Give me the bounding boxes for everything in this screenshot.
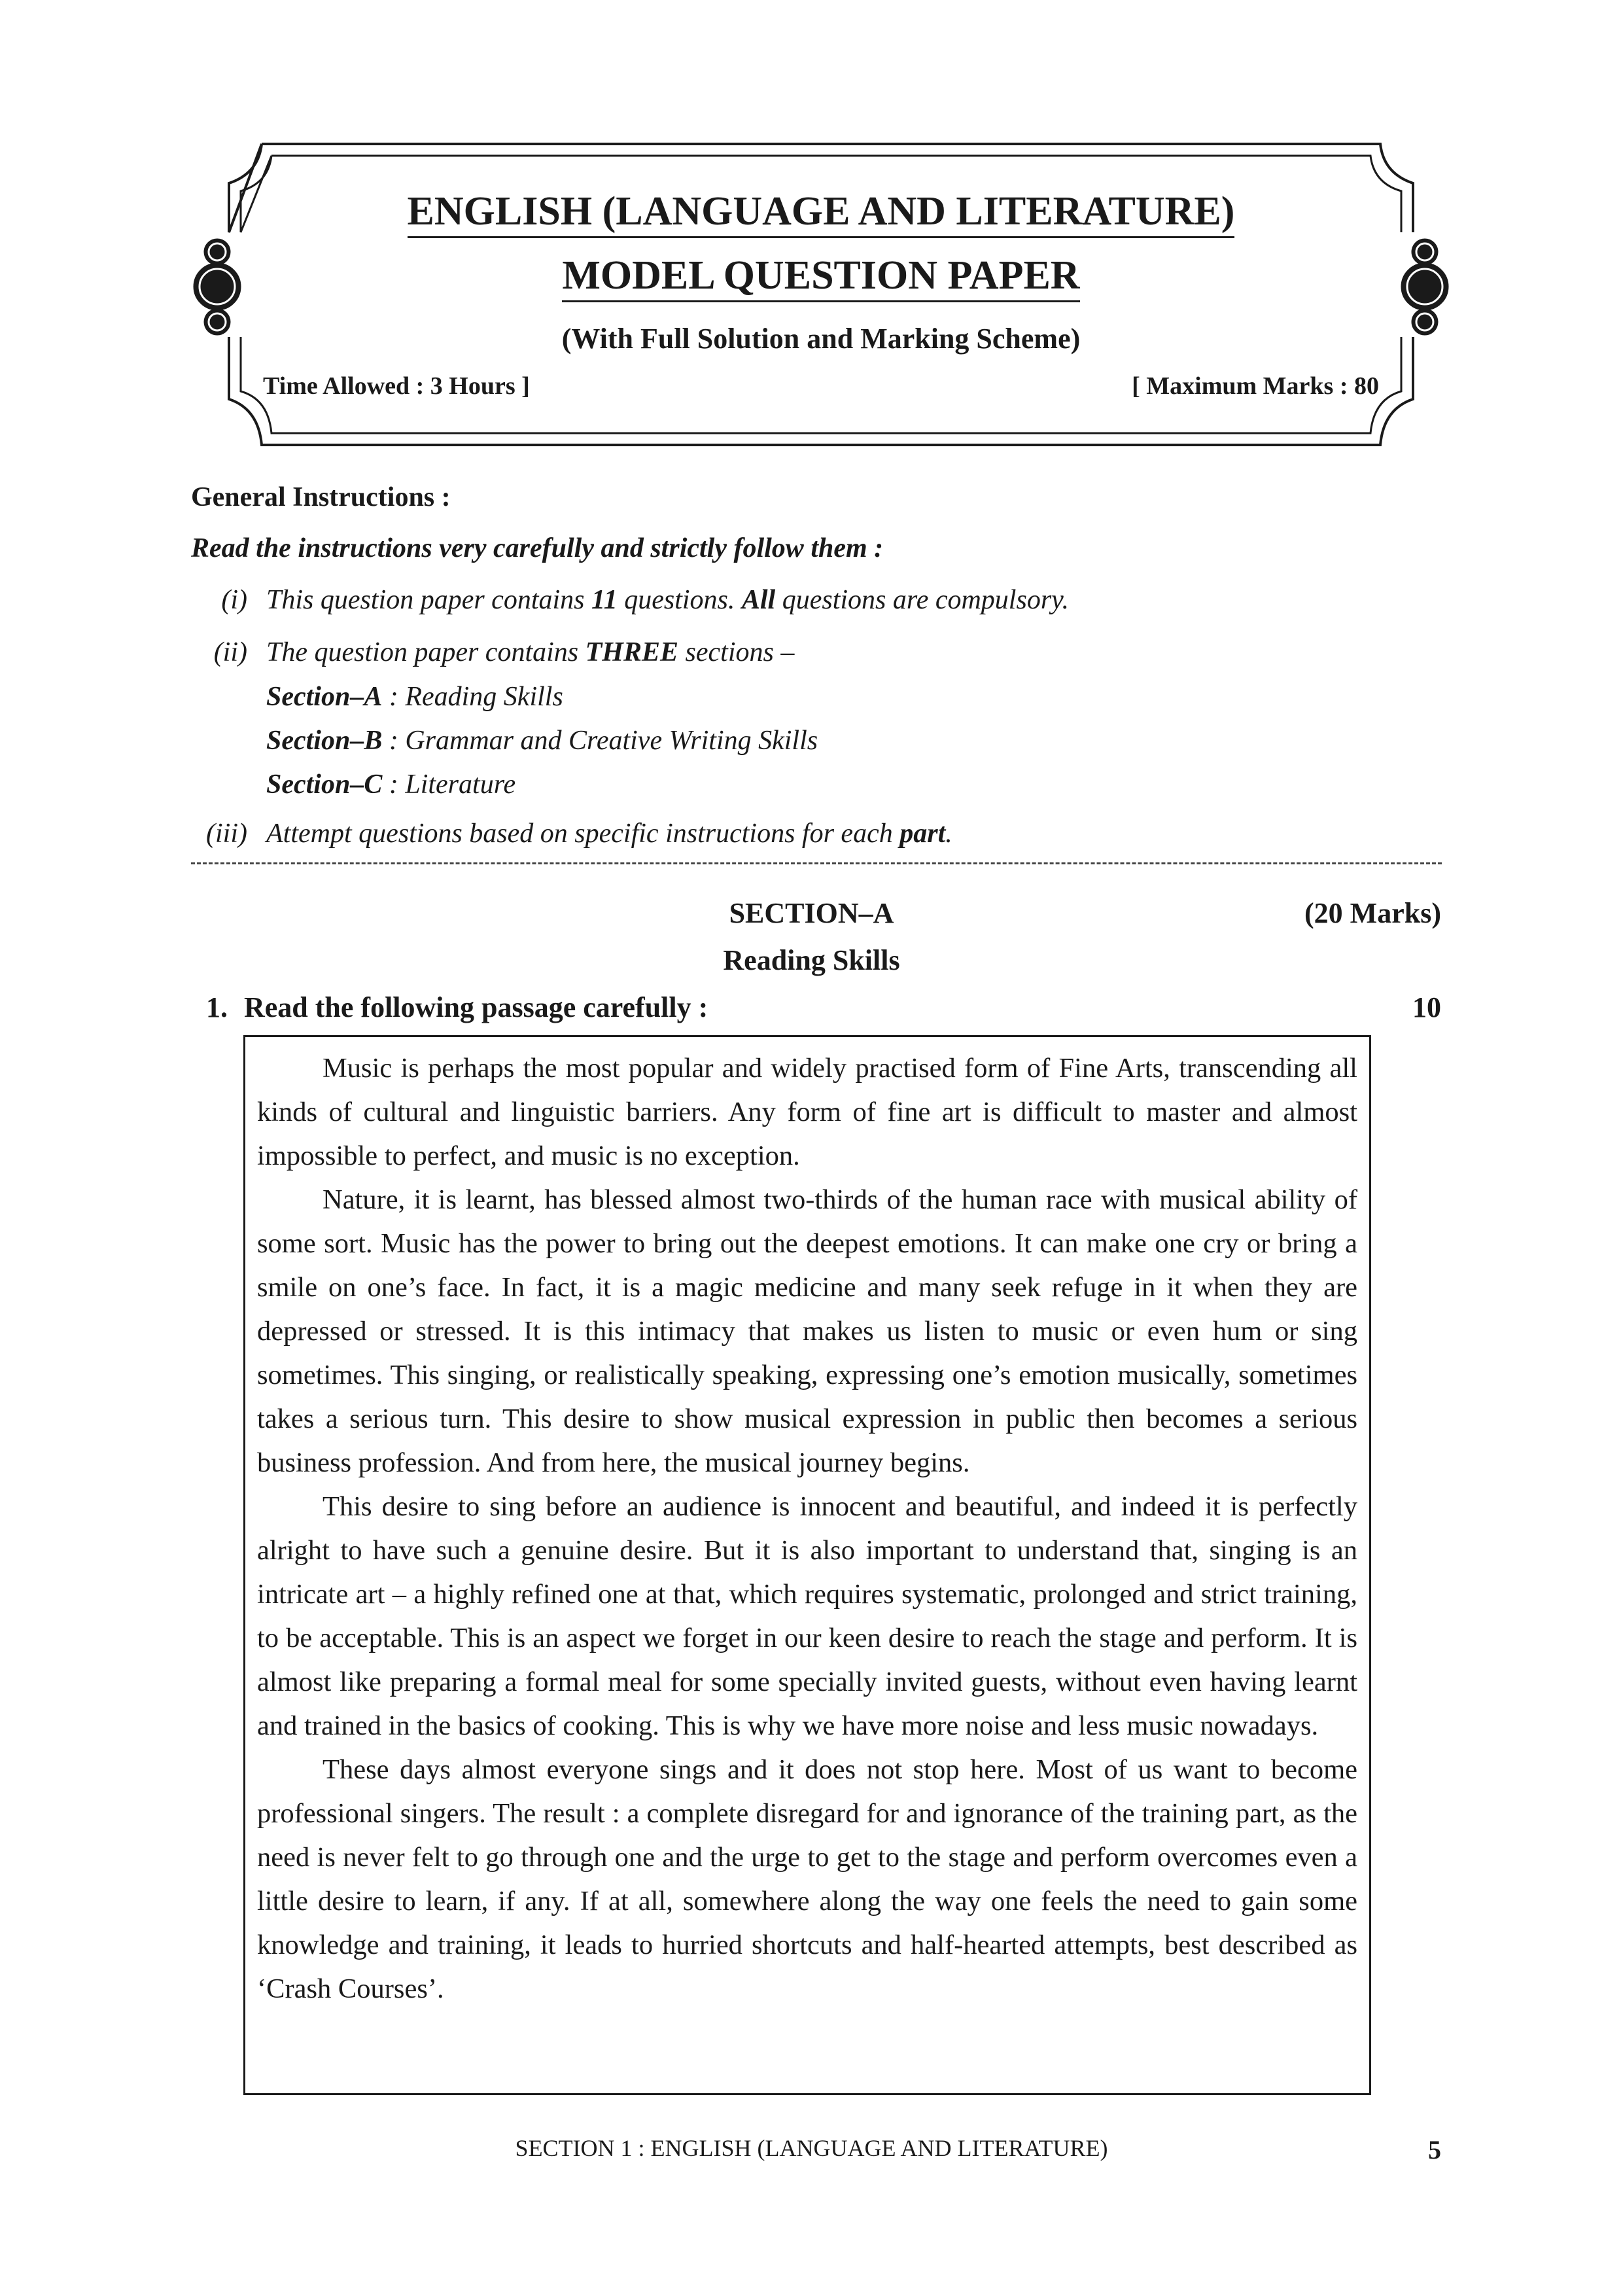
passage-paragraph: Music is perhaps the most popular and widely practised form of Fine Arts, transcending all kinds of cultural and linguistic barriers. Any form of fine art is difficult to master and almost impossible to perfect, and music is no exception. <box>257 1053 1357 1171</box>
instructions-divider <box>191 862 1442 864</box>
time-allowed: Time Allowed : 3 Hours ] <box>263 372 530 400</box>
passage-paragraph: This desire to sing before an audience is innocent and beautiful, and indeed it is perfectly alright to have such a genuine desire. But it is also important to understand that, singing is an intricate art – a highly refined one at that, which requires systematic, prolonged and strict training, to be acceptable. This is an aspect we forget in our keen desire to reach the stage and perform. It is almost like preparing a formal meal for some specially invited guests, without even having learnt and trained in the basics of cooking. This is why we have more noise and less music nowadays. <box>257 1491 1357 1741</box>
section-list-item: Section–C : Literature <box>266 769 516 800</box>
page-number: 5 <box>1428 2135 1441 2164</box>
question-1-marks: 10 <box>1412 991 1441 1023</box>
passage-paragraph: These days almost everyone sings and it does not stop here. Most of us want to become professional singers. The result : a complete disregard for and ignorance of the training part, as the need is never felt to go through one and the urge to get to the stage and perform overcomes even a little desire to learn, if any. If at all, somewhere along the way one feels the need to gain some knowledge and training, it leads to hurried shortcuts and half-hearted attempts, best described as ‘Crash Courses’. <box>257 1754 1357 2004</box>
header-title-block <box>190 137 1452 451</box>
question-number: 1. <box>206 991 228 1023</box>
solution-note: (With Full Solution and Marking Scheme) <box>561 323 1081 355</box>
paper-title: ENGLISH (LANGUAGE AND LITERATURE) <box>190 191 1452 232</box>
section-a-subtitle: Reading Skills <box>723 944 900 976</box>
section-list-item: Section–B : Grammar and Creative Writing Skills <box>266 726 818 756</box>
maximum-marks: [ Maximum Marks : 80 <box>1132 372 1379 400</box>
question-1-prompt: 1. Read the following passage carefully : <box>206 991 708 1023</box>
section-a-marks: (20 Marks) <box>1304 897 1441 929</box>
footer-section-label: SECTION 1 : ENGLISH (LANGUAGE AND LITERATURE) <box>515 2135 1108 2161</box>
passage-paragraph: Nature, it is learnt, has blessed almost two-thirds of the human race with musical ability of some sort. Music has the power to bring out the deepest emotions. It can make one cry or bring a smile on one’s face. In fact, it is a magic medicine and many seek refuge in it when they are depressed or stressed. It is this intimacy that makes us listen to music or even hum or sing sometimes. This singing, or realistically speaking, expressing one’s emotion musically, sometimes takes a serious turn. This desire to show musical expression in public then becomes a serious business profession. And from here, the musical journey begins. <box>257 1184 1357 1478</box>
section-list-item: Section–A : Reading Skills <box>266 682 563 712</box>
section-a-title: SECTION–A <box>729 897 894 929</box>
instructions-heading: General Instructions : <box>191 482 451 512</box>
paper-subtitle: MODEL QUESTION PAPER <box>190 255 1452 296</box>
instructions-subheading: Read the instructions very carefully and strictly follow them : <box>191 533 884 563</box>
reading-passage <box>243 1035 1371 2095</box>
